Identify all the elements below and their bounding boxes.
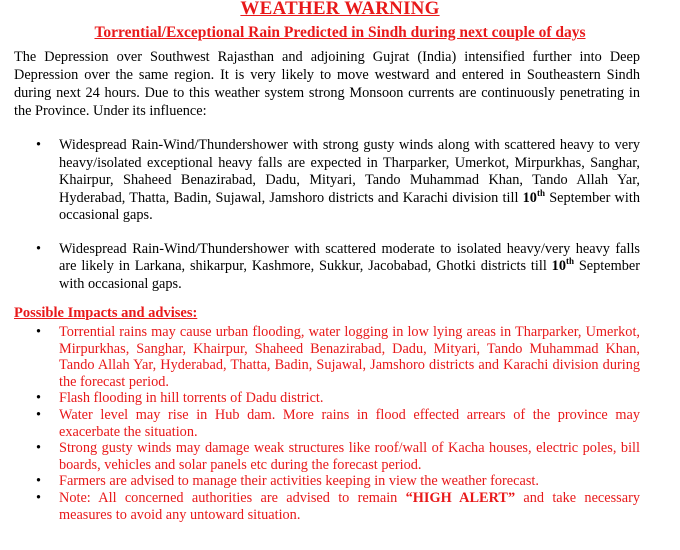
warning-item <box>14 241 640 294</box>
impact-item <box>14 473 640 490</box>
warning-date: 10 <box>551 258 566 274</box>
warning-text: Widespread Rain-Wind/Thundershower with scattered moderate to isolated heavy/very heavy falls are likely in Larkana, shikarpur, Kashmore, Sukkur, Jacobabad, Ghotki districts till <box>59 240 640 274</box>
bullet-icon: • <box>36 406 42 423</box>
warning-date-suffix: th <box>565 256 574 267</box>
impact-text: Strong gusty winds may damage weak structures like roof/wall of Kacha houses, electric poles, bill boards, vehicles and solar panels etc during the forecast period. <box>59 440 640 473</box>
intro-paragraph: The Depression over Southwest Rajasthan and adjoining Gujrat (India) intensified further into Deep Depression over the same region. It is very likely to move westward and entered in Southeastern Sindh during next 24 hours. Due to this weather system strong Monsoon currents are continuously penetrating in the Province. Under its influence: <box>14 49 640 119</box>
warning-text-end: September with occasional gaps. <box>59 258 640 292</box>
impact-text: Flash flooding in hill torrents of Dadu district. <box>59 390 324 407</box>
warning-text: Widespread Rain-Wind/Thundershower with strong gusty winds along with scattered heavy to very heavy/isolated exceptional heavy falls are expected in Tharparker, Umerkot, Mirpurkhas, Sanghar, Khairpur, Shaheed Benazirabad, Dadu, Mityari, Tando Muhammad Khan, Tando Allah Yar, Hyderabad, Thatta, Badin, Sujawal, Jamshoro districts and Karachi division till <box>59 137 640 206</box>
impact-item <box>14 407 640 440</box>
impact-item <box>14 440 640 473</box>
warning-item <box>14 137 640 225</box>
bullet-icon: • <box>36 137 42 153</box>
bullet-icon: • <box>36 473 42 490</box>
impact-note-item <box>14 490 640 523</box>
bullet-icon: • <box>36 489 42 506</box>
bullet-icon: • <box>36 240 42 257</box>
impact-text: Water level may rise in Hub dam. More rains in flood effected arrears of the province may exacerbate the situation. <box>59 406 640 440</box>
impact-item <box>14 324 640 390</box>
warning-date-suffix: th <box>536 187 545 198</box>
page-title: WEATHER WARNING <box>240 0 440 19</box>
impacts-heading: Possible Impacts and advises: <box>14 305 198 321</box>
note-text-end: and take necessary measures to avoid any untoward situation. <box>59 489 640 523</box>
page-subtitle: Torrential/Exceptional Rain Predicted in Sindh during next couple of days <box>94 24 586 41</box>
impact-text: Torrential rains may cause urban flooding, water logging in low lying areas in Tharparker, Umerkot, Mirpurkhas, Sanghar, Khairpur, Shaheed Benazirabad, Dadu, Mityari, Tando Muhammad Khan, Tando Allah Yar, Hyderabad, Thatta, Badin, Sujawal, Jamshoro districts and Karachi division during the forecast period. <box>59 324 640 390</box>
warning-date: 10 <box>522 189 537 206</box>
note-text: Note: All concerned authorities are advised to remain <box>59 489 406 506</box>
bullet-icon: • <box>36 440 42 457</box>
impacts-list <box>14 324 640 523</box>
impact-item <box>14 390 640 407</box>
warning-list <box>14 137 640 293</box>
impact-text: Farmers are advised to manage their activities keeping in view the weather forecast. <box>59 473 539 490</box>
warning-text-end: September with occasional gaps. <box>59 189 640 223</box>
bullet-icon: • <box>36 324 42 340</box>
high-alert-label: “HIGH ALERT” <box>405 489 516 506</box>
bullet-icon: • <box>36 390 42 407</box>
